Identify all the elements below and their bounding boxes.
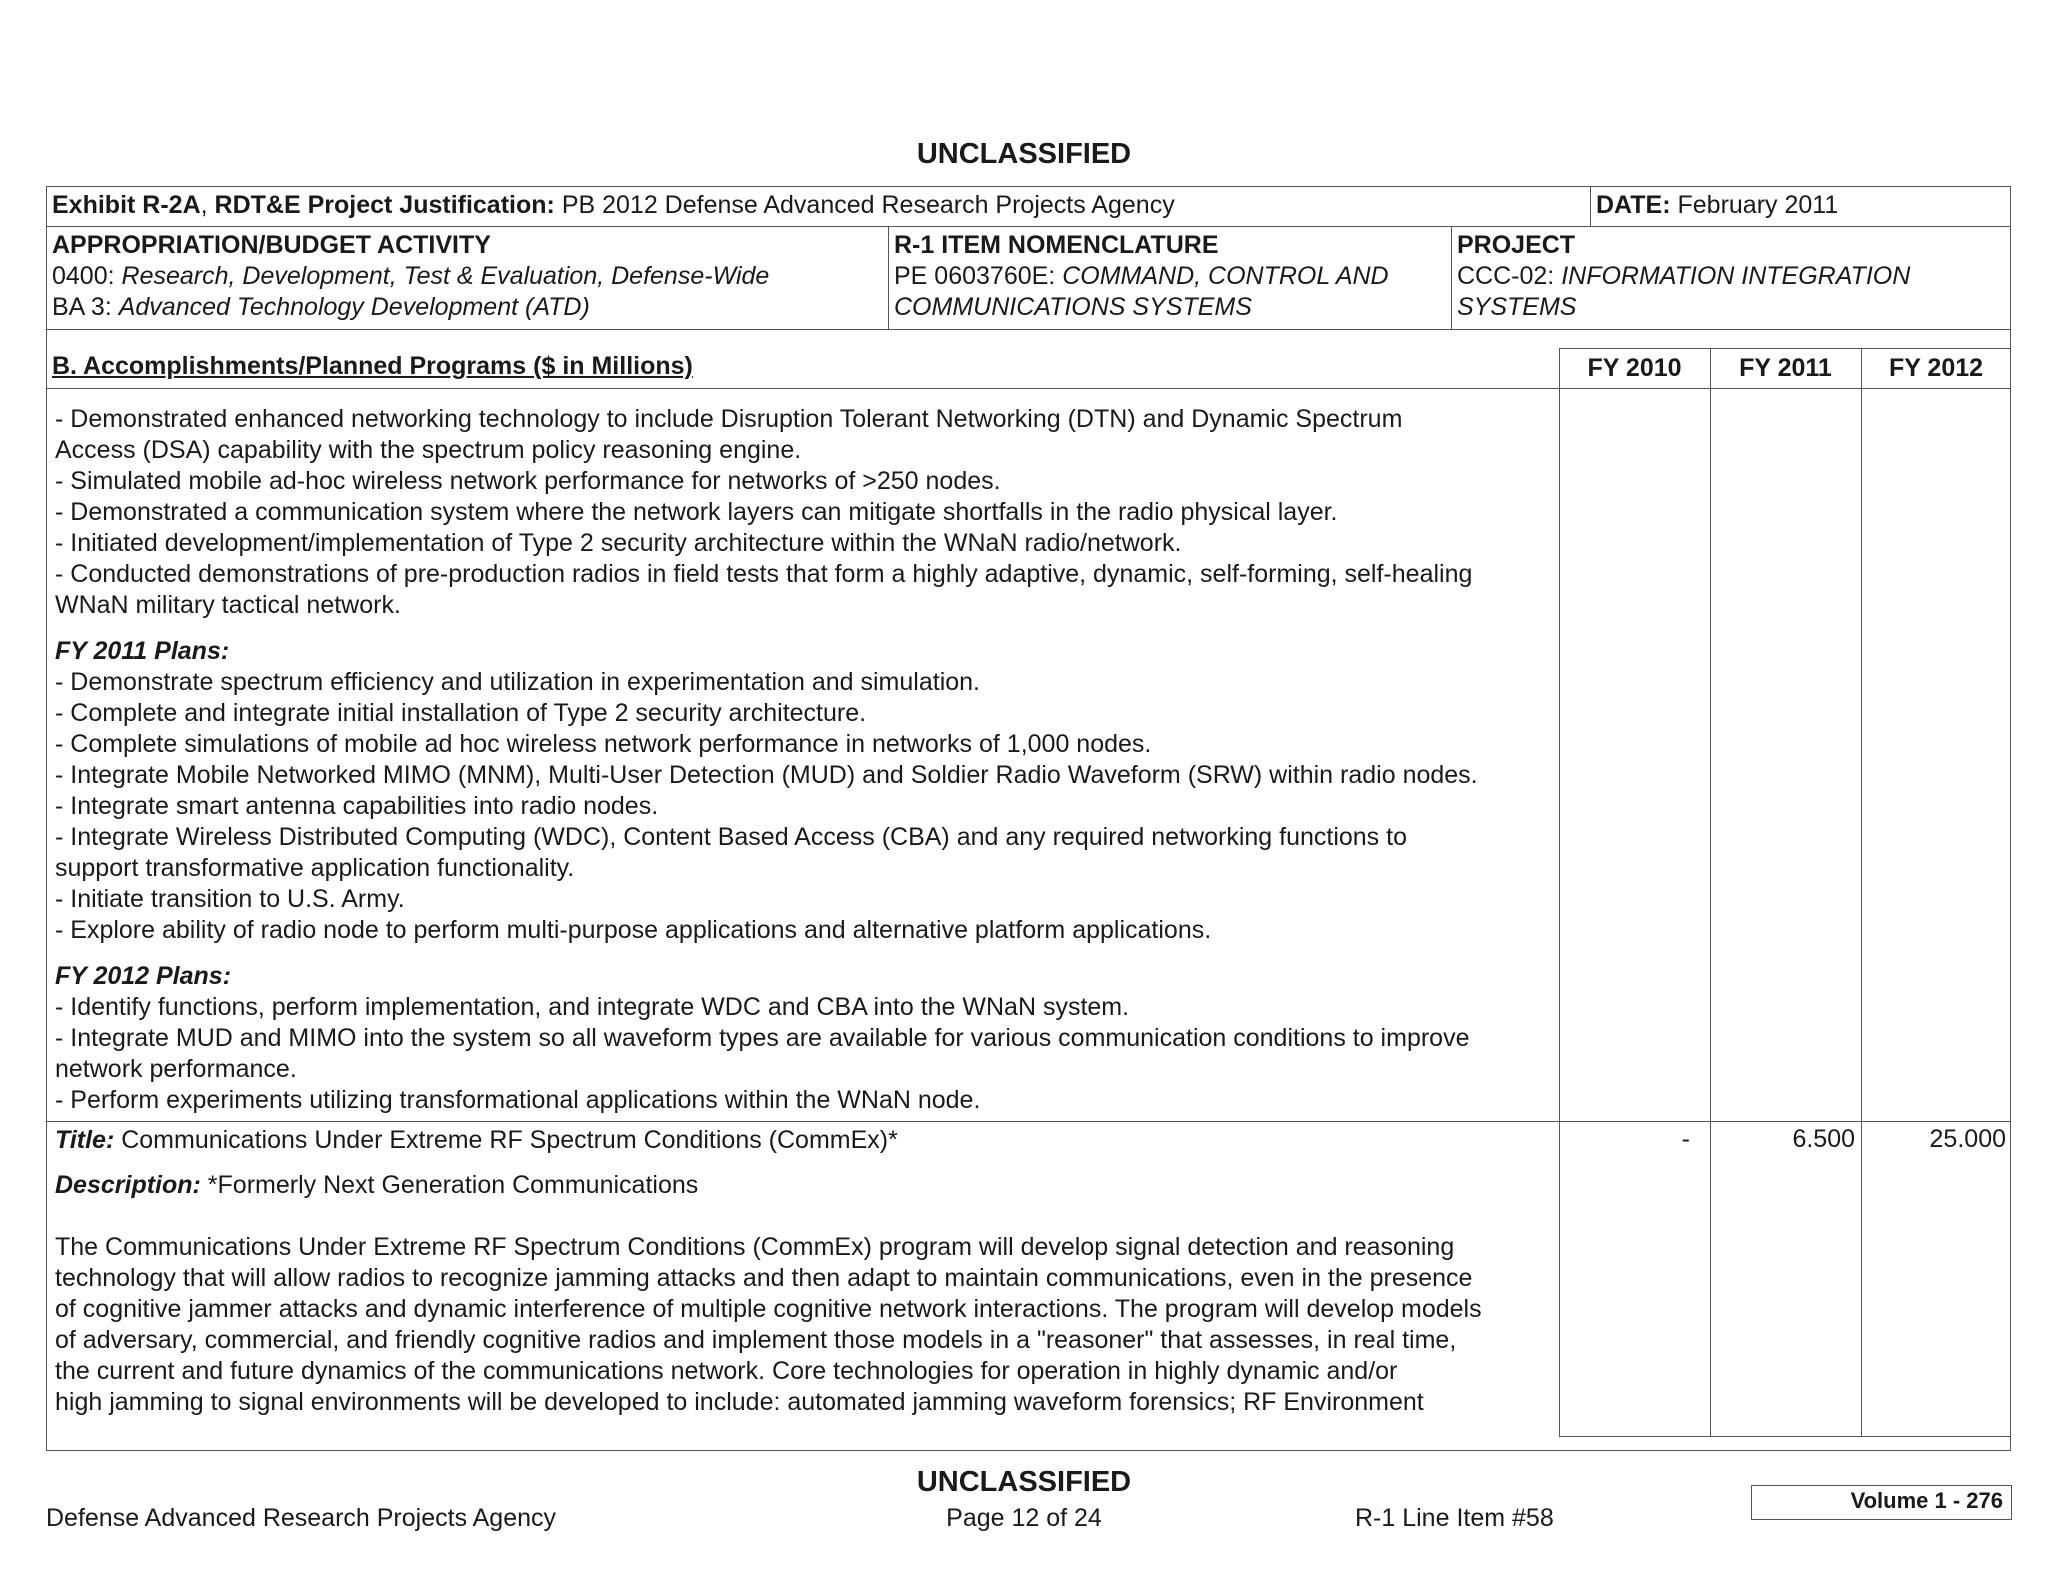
- divider: [1559, 348, 1560, 1437]
- fy2011-plans: [55, 636, 1478, 946]
- date-value: February 2011: [1677, 191, 1839, 219]
- divider: [1710, 348, 1711, 1437]
- exhibit-title: [52, 190, 1175, 221]
- fy2012-plans: [55, 961, 1469, 1116]
- nomenclature-label: R-1 ITEM NOMENCLATURE: [894, 231, 1219, 259]
- program-title-value: Communications Under Extreme RF Spectrum Conditions (CommEx)*: [114, 1126, 898, 1154]
- project-text-2: SYSTEMS: [1457, 293, 1577, 321]
- exhibit-label: Exhibit R-2A: [52, 191, 201, 219]
- paragraph-line: The Communications Under Extreme RF Spectrum Conditions (CommEx) program will develop signal detection and reasoning: [55, 1233, 1455, 1261]
- footer-agency: Defense Advanced Research Projects Agency: [46, 1504, 557, 1532]
- program-fy2012-value: 25.000: [1929, 1125, 2006, 1153]
- program-title: [55, 1125, 898, 1156]
- program-fy2011-value: 6.500: [1792, 1125, 1855, 1153]
- classification-top: UNCLASSIFIED: [916, 138, 1132, 170]
- list-item: - Simulated mobile ad-hoc wireless network performance for networks of >250 nodes.: [55, 467, 1001, 495]
- project-code: CCC-02:: [1457, 262, 1555, 290]
- appropriation-text-1: Research, Development, Test & Evaluation, Defense-Wide: [121, 262, 770, 290]
- appropriation-label: APPROPRIATION/BUDGET ACTIVITY: [52, 231, 491, 259]
- project-text-1: INFORMATION INTEGRATION: [1561, 262, 1911, 290]
- list-item: - Complete simulations of mobile ad hoc wireless network performance in networks of 1,000 nodes.: [55, 730, 1152, 758]
- divider: [1559, 348, 2011, 349]
- footer-line-item: R-1 Line Item #58: [1355, 1504, 1554, 1532]
- divider: [46, 1121, 2011, 1122]
- divider: [1451, 226, 1452, 329]
- classification-bottom: UNCLASSIFIED: [916, 1466, 1132, 1498]
- section-title: B. Accomplishments/Planned Programs ($ in Millions): [52, 352, 693, 380]
- justification-label: RDT&E Project Justification:: [214, 191, 555, 219]
- paragraph-line: the current and future dynamics of the communications network. Core technologies for operation in highly dynamic and/or: [55, 1357, 1398, 1385]
- list-item: - Identify functions, perform implementation, and integrate WDC and CBA into the WNaN system.: [55, 993, 1130, 1021]
- appropriation-text-2: Advanced Technology Development (ATD): [118, 293, 590, 321]
- list-item: - Initiate transition to U.S. Army.: [55, 885, 405, 913]
- program-description-value: *Formerly Next Generation Communications: [200, 1171, 699, 1199]
- list-item: - Integrate Mobile Networked MIMO (MNM), Multi-User Detection (MUD) and Soldier Radio Waveform (SRW) within radio nodes.: [55, 761, 1478, 789]
- footer-page: Page 12 of 24: [946, 1504, 1102, 1532]
- divider: [46, 226, 2011, 227]
- justification-value: PB 2012 Defense Advanced Research Projects Agency: [561, 191, 1175, 219]
- nomenclature-text-1: COMMAND, CONTROL AND: [1062, 262, 1389, 290]
- appropriation-code-2: BA 3:: [52, 293, 112, 321]
- fy2012-heading: FY 2012 Plans:: [55, 962, 232, 990]
- list-item: - Integrate Wireless Distributed Computing (WDC), Content Based Access (CBA) and any required networking functions to: [55, 823, 1407, 851]
- list-item: - Complete and integrate initial installation of Type 2 security architecture.: [55, 699, 867, 727]
- project-label: PROJECT: [1457, 231, 1576, 259]
- program-paragraph: [55, 1232, 1482, 1418]
- exhibit-sep: ,: [200, 191, 215, 219]
- list-item: - Demonstrated a communication system where the network layers can mitigate shortfalls in the radio physical layer.: [55, 498, 1338, 526]
- paragraph-line: technology that will allow radios to recognize jamming attacks and then adapt to maintain communications, even in the presence: [55, 1264, 1473, 1292]
- paragraph-line: high jamming to signal environments will be developed to include: automated jamming waveform forensics; RF Environment: [55, 1388, 1424, 1416]
- fy2010-accomplishments: [55, 404, 1472, 621]
- date-label: DATE:: [1596, 191, 1671, 219]
- list-item: - Explore ability of radio node to perform multi-purpose applications and alternative platform applications.: [55, 916, 1212, 944]
- list-item: - Integrate MUD and MIMO into the system so all waveform types are available for various communication conditions to improve: [55, 1024, 1470, 1052]
- list-item: - Initiated development/implementation of Type 2 security architecture within the WNaN radio/network.: [55, 529, 1182, 557]
- list-item: - Demonstrate spectrum efficiency and utilization in experimentation and simulation.: [55, 668, 980, 696]
- volume-box: [1751, 1485, 2012, 1520]
- list-item: - Demonstrated enhanced networking technology to include Disruption Tolerant Networking (DTN) and Dynamic Spectrum: [55, 405, 1403, 433]
- program-description: [55, 1170, 698, 1201]
- list-item: support transformative application functionality.: [55, 854, 575, 882]
- date-field: [1596, 190, 1838, 221]
- divider: [1861, 348, 1862, 1437]
- list-item: WNaN military tactical network.: [55, 591, 401, 619]
- divider: [46, 388, 2011, 389]
- list-item: - Perform experiments utilizing transformational applications within the WNaN node.: [55, 1086, 981, 1114]
- fy-2011-header: FY 2011: [1739, 354, 1832, 382]
- divider: [888, 226, 889, 329]
- program-title-label: Title:: [55, 1126, 115, 1154]
- appropriation-code-1: 0400:: [52, 262, 115, 290]
- list-item: - Conducted demonstrations of pre-production radios in field tests that form a highly adaptive, dynamic, self-forming, self-healing: [55, 560, 1473, 588]
- program-description-label: Description:: [55, 1171, 201, 1199]
- appropriation-block: [52, 230, 769, 323]
- divider: [1559, 1436, 2011, 1437]
- paragraph-line: of cognitive jammer attacks and dynamic interference of multiple cognitive network interactions. The program will develop models: [55, 1295, 1482, 1323]
- fy-2012-header: FY 2012: [1888, 354, 1984, 382]
- fy2011-heading: FY 2011 Plans:: [55, 637, 230, 665]
- project-block: [1457, 230, 1910, 323]
- divider: [1590, 186, 1591, 226]
- paragraph-line: of adversary, commercial, and friendly cognitive radios and implement those models in a "reasoner" that assesses, in real time,: [55, 1326, 1457, 1354]
- list-item: - Integrate smart antenna capabilities into radio nodes.: [55, 792, 659, 820]
- list-item: Access (DSA) capability with the spectrum policy reasoning engine.: [55, 436, 802, 464]
- nomenclature-code: PE 0603760E:: [894, 262, 1056, 290]
- list-item: network performance.: [55, 1055, 297, 1083]
- nomenclature-text-2: COMMUNICATIONS SYSTEMS: [894, 293, 1252, 321]
- footer-volume: Volume 1 - 276: [1850, 1488, 2003, 1513]
- divider: [46, 329, 2011, 330]
- nomenclature-block: [894, 230, 1389, 323]
- program-fy2010-value: -: [1681, 1125, 1690, 1153]
- fy-2010-header: FY 2010: [1587, 354, 1682, 382]
